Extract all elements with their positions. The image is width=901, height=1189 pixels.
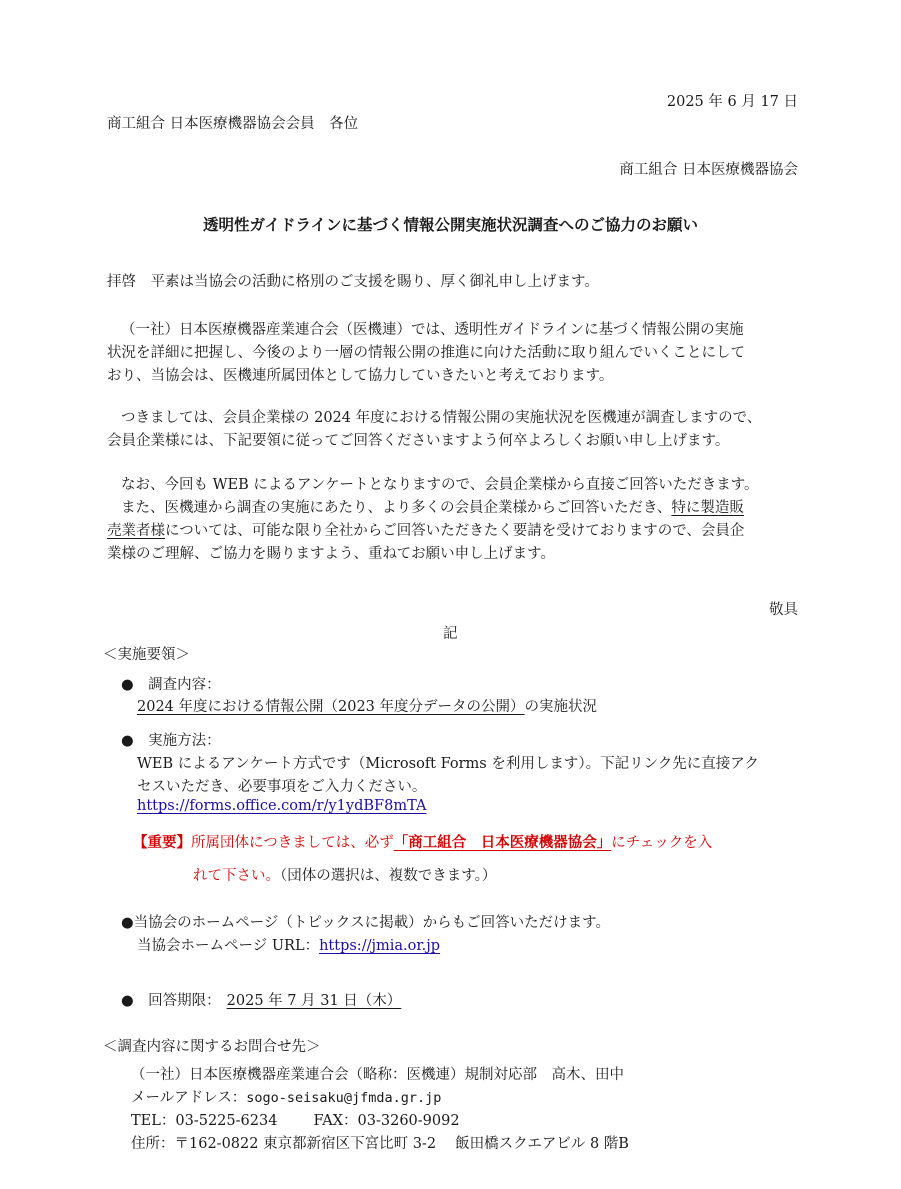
survey-content-label: ● 調査内容： xyxy=(121,677,221,693)
document-title: 透明性ガイドラインに基づく情報公開実施状況調査へのご協力のお願い xyxy=(202,216,699,234)
paragraph-1-line-2: 状況を詳細に把握し、今後のより一層の情報公開の推進に向けた活動に取り組んでいくことにして xyxy=(107,345,745,361)
paragraph-2-line-2: 会員企業様には、下記要領に従ってご回答くださいますよう何卒よろしくお願い申し上げます。 xyxy=(107,433,730,449)
deadline-line xyxy=(121,989,401,1010)
survey-content-rest: の実施状況 xyxy=(524,699,598,715)
contact-heading: ＜調査内容に関するお問合せ先＞ xyxy=(103,1039,321,1055)
paragraph-3-line-4: 業様のご理解、ご協力を賜りますよう、重ねてお願い申し上げます。 xyxy=(107,546,555,562)
recipient-line: 商工組合 日本医療機器協会会員 各位 xyxy=(107,116,359,132)
survey-content-underlined: 2024 年度における情報公開（2023 年度分データの公開） xyxy=(137,699,525,715)
important-text-2: にチェックを入 xyxy=(611,835,713,851)
paragraph-3-line-2 xyxy=(121,496,744,517)
important-text-3: れて下さい。 xyxy=(193,868,280,884)
paragraph-1-line-3: おり、当協会は、医機連所属団体として協力していきたいと考えております。 xyxy=(107,368,614,384)
homepage-url-label: 当協会ホームページ URL： xyxy=(137,938,320,954)
deadline-value: 2025 年 7 月 31 日（木） xyxy=(226,993,402,1009)
contact-email-label: メールアドレス： xyxy=(131,1090,247,1106)
survey-content-value xyxy=(137,695,597,716)
closing-keigu: 敬具 xyxy=(769,602,798,618)
section-heading: ＜実施要領＞ xyxy=(103,647,190,663)
contact-tel: TEL：03-5225-6234 xyxy=(131,1113,278,1129)
paragraph-3-line-3-text: については、可能な限り全社からご回答いただきたく要請を受けておりますので、会員企 xyxy=(165,523,745,539)
contact-org: （一社）日本医療機器産業連合会（略称：医機連）規制対応部 高木、田中 xyxy=(131,1067,624,1083)
important-note: （団体の選択は、複数できます。） xyxy=(280,868,497,884)
important-highlight: 「商工組合 日本医療機器協会」 xyxy=(393,835,612,851)
method-line-2: セスいただき、必要事項をご入力ください。 xyxy=(137,779,427,795)
paragraph-1-line-1: （一社）日本医療機器産業連合会（医機連）では、透明性ガイドラインに基づく情報公開の実施 xyxy=(121,322,744,338)
emphasis-manufacturer-cont: 売業者様 xyxy=(107,523,165,539)
document-date: 2025 年 6 月 17 日 xyxy=(666,94,798,110)
contact-fax: FAX：03-3260-9092 xyxy=(313,1113,460,1129)
homepage-url-line xyxy=(137,934,440,955)
homepage-link[interactable]: https://jmia.or.jp xyxy=(319,938,441,954)
contact-email-line xyxy=(131,1086,441,1107)
important-text-1: 所属団体につきましては、必ず xyxy=(191,835,394,851)
important-tag: 【重要】 xyxy=(133,835,191,851)
important-notice-line-2 xyxy=(193,864,496,885)
homepage-line: ●当協会のホームページ（トピックスに掲載）からもご回答いただけます。 xyxy=(121,915,610,931)
important-notice-line-1 xyxy=(133,831,712,852)
paragraph-2-line-1: つきましては、会員企業様の 2024 年度における情報公開の実施状況を医機連が調査しますので、 xyxy=(121,410,762,426)
method-line-1: WEB によるアンケート方式です（Microsoft Forms を利用します）。下記リンク先に直接アク xyxy=(137,756,759,772)
method-label: ● 実施方法： xyxy=(121,733,221,749)
paragraph-3-line-3 xyxy=(107,519,744,540)
ki-heading: 記 xyxy=(443,626,458,642)
greeting: 拝啓 平素は当協会の活動に格別のご支援を賜り、厚く御礼申し上げます。 xyxy=(107,274,599,290)
contact-email: sogo-seisaku@jfmda.gr.jp xyxy=(246,1090,442,1106)
sender-line: 商工組合 日本医療機器協会 xyxy=(619,162,798,178)
paragraph-3-line-1: なお、今回も WEB によるアンケートとなりますので、会員企業様から直接ご回答いただきます。 xyxy=(121,477,759,493)
survey-form-link[interactable]: https://forms.office.com/r/y1ydBF8mTA xyxy=(137,798,427,814)
contact-phone-line xyxy=(131,1109,460,1130)
contact-address: 住所：〒162-0822 東京都新宿区下宮比町 3-2 飯田橋スクエアビル 8 階B xyxy=(131,1136,629,1152)
deadline-label: ● 回答期限： xyxy=(121,993,221,1009)
emphasis-manufacturer: 特に製造販 xyxy=(671,500,744,516)
paragraph-3-line-2-text: また、医機連から調査の実施にあたり、より多くの会員企業様からご回答いただき、 xyxy=(121,500,672,516)
